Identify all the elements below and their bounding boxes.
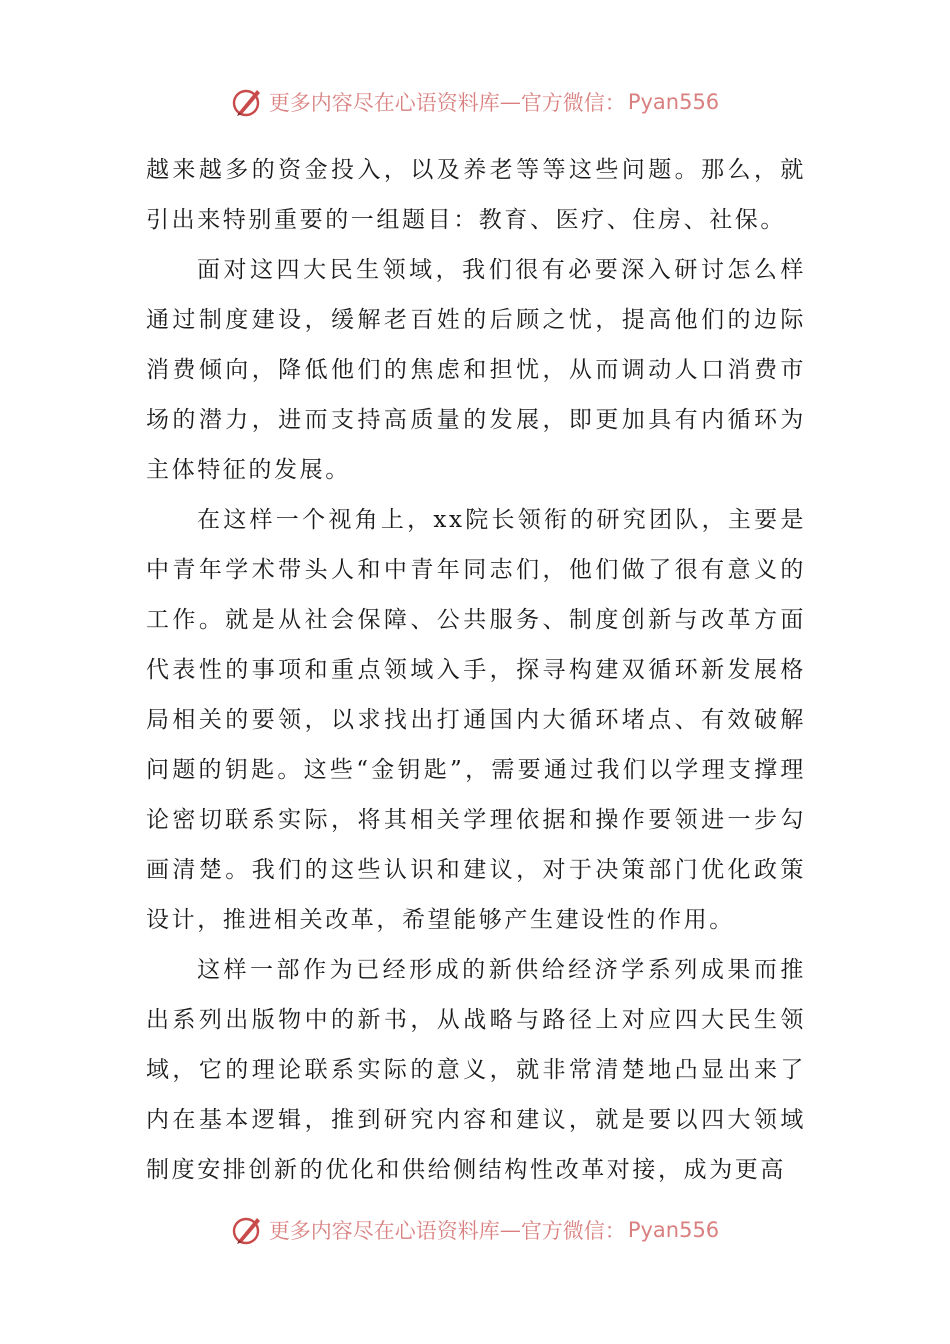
header-watermark: [0, 82, 950, 122]
paragraph-1: 越来越多的资金投入，以及养老等等这些问题。那么，就引出来特别重要的一组题目：教育、医疗、住房、社保。: [146, 157, 806, 233]
footer-watermark: [0, 1210, 950, 1250]
document-body: [146, 145, 806, 1195]
watermark-wechat-label: 官方微信：: [520, 1219, 626, 1243]
pen-logo-icon: [231, 85, 265, 119]
pen-logo-icon: [231, 1213, 265, 1247]
watermark-site-name: 更多内容尽在心语资料库: [268, 1219, 500, 1243]
watermark-separator: —: [499, 90, 521, 114]
watermark-wechat-id: Pyan556: [627, 90, 720, 114]
paragraph-3: 在这样一个视角上，xx院长领衔的研究团队，主要是中青年学术带头人和中青年同志们，他们做了很有意义的工作。就是从社会保障、公共服务、制度创新与改革方面代表性的事项和重点领域入手，探寻构建双循环新发展格局相关的要领，以求找出打通国内大循环堵点、有效破解问题的钥匙。这些“金钥匙”，需要通过我们以学理支撑理论密切联系实际，将其相关学理依据和操作要领进一步勾画清楚。我们的这些认识和建议，对于决策部门优化政策设计，推进相关改革，希望能够产生建设性的作用。: [146, 507, 806, 933]
watermark-separator: —: [499, 1218, 521, 1242]
paragraph-2: 面对这四大民生领域，我们很有必要深入研讨怎么样通过制度建设，缓解老百姓的后顾之忧，提高他们的边际消费倾向，降低他们的焦虑和担忧，从而调动人口消费市场的潜力，进而支持高质量的发展，即更加具有内循环为主体特征的发展。: [146, 257, 806, 483]
paragraph-4: 这样一部作为已经形成的新供给经济学系列成果而推出系列出版物中的新书，从战略与路径上对应四大民生领域，它的理论联系实际的意义，就非常清楚地凸显出来了内在基本逻辑，推到研究内容和建议，就是要以四大领域制度安排创新的优化和供给侧结构性改革对接，成为更高: [146, 957, 806, 1183]
watermark-wechat-id: Pyan556: [627, 1218, 720, 1242]
watermark-site-name: 更多内容尽在心语资料库: [268, 91, 500, 115]
watermark-wechat-label: 官方微信：: [520, 91, 626, 115]
